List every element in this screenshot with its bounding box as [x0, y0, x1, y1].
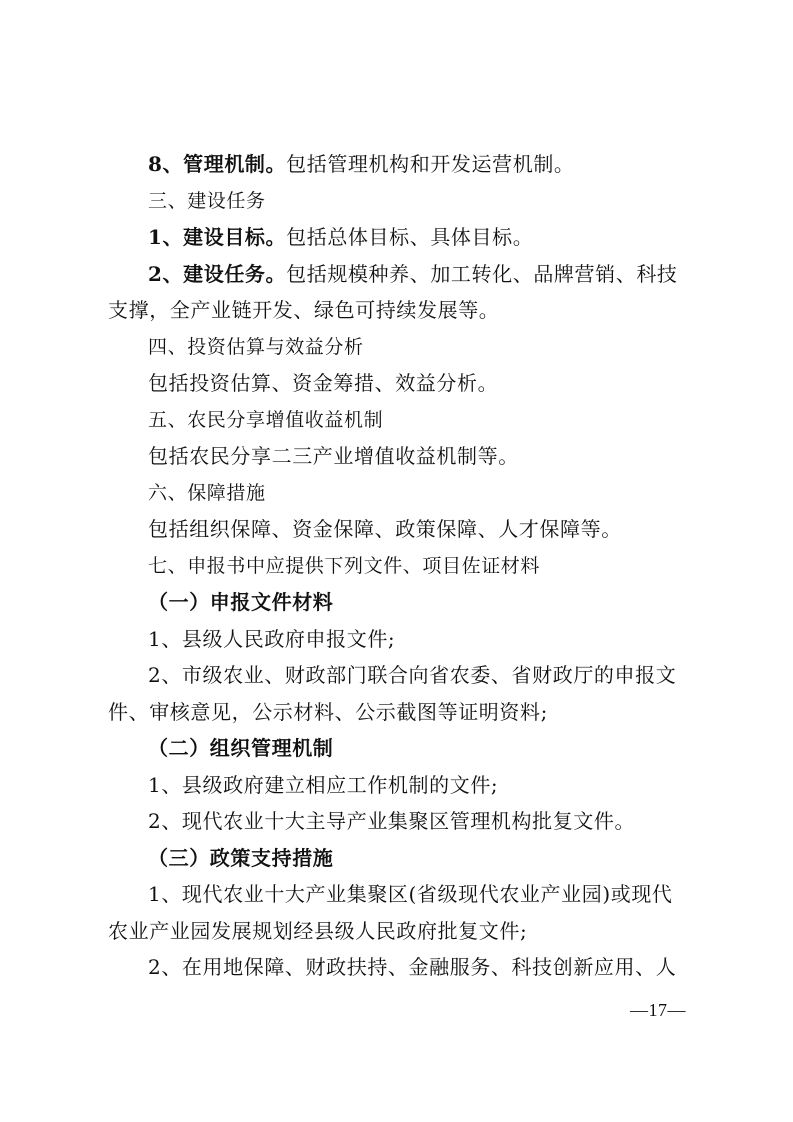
section-heading-investment: 四、投资估算与效益分析 [148, 335, 364, 358]
item-lead: 2、建设任务。 [148, 261, 287, 286]
item-lead: 8、管理机制。 [148, 152, 287, 176]
paragraph-continuation: 件、审核意见，公示材料、公示截图等证明资料; [108, 699, 548, 724]
paragraph-farmer-benefit: 包括农民分享二三产业增值收益机制等。 [148, 444, 519, 468]
section-heading-required-documents: 七、申报书中应提供下列文件、项目佐证材料 [148, 554, 541, 577]
subheading-application-materials: （一）申报文件材料 [148, 590, 334, 614]
section-heading-construction-tasks: 三、建设任务 [148, 189, 266, 212]
paragraph-continuation: 农业产业园发展规划经县级人民政府批复文件; [108, 918, 528, 943]
paragraph-investment: 包括投资估算、资金筹措、效益分析。 [148, 371, 499, 395]
list-item: 1、现代农业十大产业集聚区(省级现代农业产业园)或现代 [148, 882, 673, 906]
section-heading-farmer-benefit: 五、农民分享增值收益机制 [148, 408, 384, 431]
subheading-policy-support: （三）政策支持措施 [148, 845, 334, 870]
list-item: 1、县级人民政府申报文件; [148, 626, 396, 651]
section-heading-safeguards: 六、保障措施 [148, 481, 266, 504]
document-body [108, 146, 698, 986]
item-construction-tasks [108, 256, 698, 293]
paragraph-continuation: 支撑，全产业链开发、绿色可持续发展等。 [108, 298, 500, 322]
subheading-organization-mechanism: （二）组织管理机制 [148, 736, 334, 760]
list-item: 2、在用地保障、财政扶持、金融服务、科技创新应用、人 [148, 955, 677, 979]
list-item: 2、现代农业十大主导产业集聚区管理机构批复文件。 [148, 809, 636, 833]
paragraph-safeguards: 包括组织保障、资金保障、政策保障、人才保障等。 [148, 517, 622, 541]
item-construction-goals [108, 219, 698, 256]
item-text: 包括管理机构和开发运营机制。 [286, 152, 575, 176]
item-management-mechanism [108, 146, 698, 183]
page-number: —17— [630, 1000, 686, 1020]
item-lead: 1、建设目标。 [148, 225, 287, 249]
list-item: 1、县级政府建立相应工作机制的文件; [148, 772, 499, 797]
item-text: 包括规模种养、加工转化、品牌营销、科技 [286, 261, 678, 286]
item-text: 包括总体目标、具体目标。 [286, 225, 534, 249]
list-item: 2、市级农业、财政部门联合向省农委、省财政厅的申报文 [148, 663, 677, 687]
